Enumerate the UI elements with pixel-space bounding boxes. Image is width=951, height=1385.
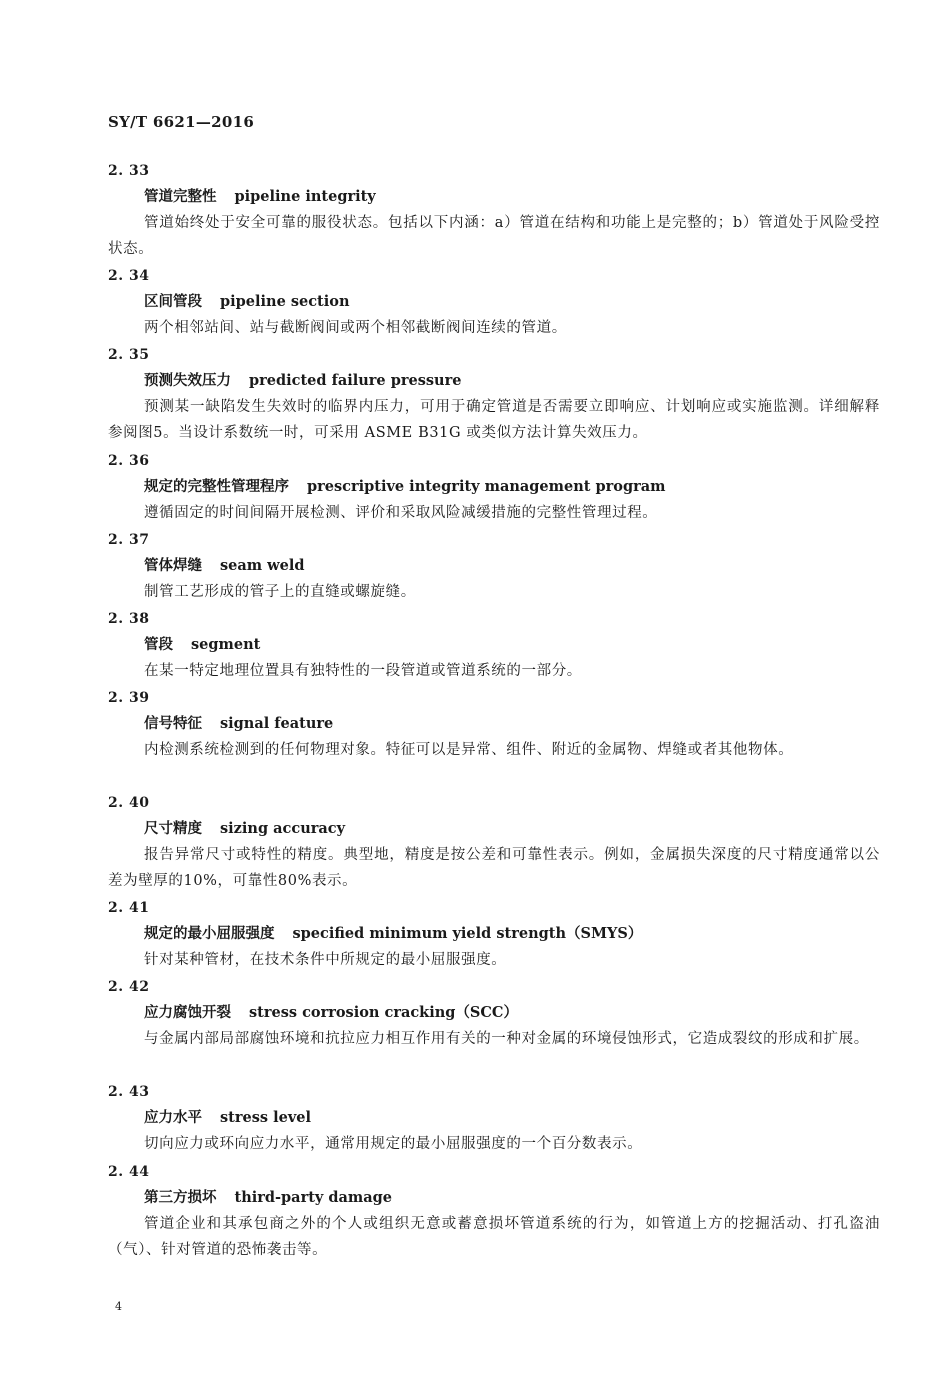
page-number: 4: [115, 1300, 122, 1313]
term-entry-2-34: [108, 263, 880, 341]
term-definition: 两个相邻站间、站与截断阀间或两个相邻截断阀间连续的管道。: [144, 320, 567, 336]
term-entry-2-33: [108, 158, 880, 262]
term-entry-2-38: [108, 606, 880, 684]
term-definition: 切向应力或环向应力水平，通常用规定的最小屈服强度的一个百分数表示。: [144, 1136, 643, 1152]
term-entry-2-44: [108, 1159, 880, 1263]
term-en: pipeline section: [220, 293, 350, 310]
term-en: predicted failure pressure: [249, 372, 462, 389]
standard-code-header: SY/T 6621—2016: [108, 113, 255, 131]
term-zh: 预测失效压力: [144, 372, 231, 389]
clause-number: 2. 40: [108, 795, 150, 811]
term-heading: [144, 289, 880, 315]
term-heading: [144, 1105, 880, 1131]
term-definition: 针对某种管材，在技术条件中所规定的最小屈服强度。: [144, 952, 507, 968]
term-en: third-party damage: [234, 1189, 393, 1206]
term-definition: 与金属内部局部腐蚀环境和抗拉应力相互作用有关的一种对金属的环境侵蚀形式，它造成裂纹的形成和扩展。: [144, 1031, 869, 1047]
term-definition: 内检测系统检测到的任何物理对象。特征可以是异常、组件、附近的金属物、焊缝或者其他物体。: [144, 742, 794, 758]
clause-number: 2. 43: [108, 1084, 150, 1100]
clause-number: 2. 36: [108, 453, 150, 469]
term-entry-2-43: [108, 1079, 880, 1157]
clause-number: 2. 42: [108, 979, 150, 995]
term-entry-2-42: [108, 974, 880, 1052]
term-en: seam weld: [220, 557, 305, 574]
term-zh: 区间管段: [144, 293, 202, 310]
term-heading: [144, 1185, 880, 1211]
term-zh: 信号特征: [144, 715, 202, 732]
term-entry-2-37: [108, 527, 880, 605]
term-zh: 管道完整性: [144, 188, 217, 205]
term-definition: 报告异常尺寸或特性的精度。典型地，精度是按公差和可靠性表示。例如，金属损失深度的尺寸精度通常以公差为壁厚的10%，可靠性80%表示。: [108, 847, 880, 889]
clause-number: 2. 38: [108, 611, 150, 627]
term-zh: 应力腐蚀开裂: [144, 1004, 231, 1021]
term-definition: 遵循固定的时间间隔开展检测、评价和采取风险减缓措施的完整性管理过程。: [144, 505, 658, 521]
term-definition: 预测某一缺陷发生失效时的临界内压力，可用于确定管道是否需要立即响应、计划响应或实施监测。详细解释参阅图5。当设计系数统一时，可采用 ASME B31G 或类似方法计算失效压力。: [108, 399, 880, 441]
term-heading: [144, 921, 880, 947]
clause-number: 2. 41: [108, 900, 150, 916]
term-entry-2-35: [108, 342, 880, 446]
term-zh: 应力水平: [144, 1109, 202, 1126]
term-en: sizing accuracy: [220, 820, 346, 837]
term-heading: [144, 632, 880, 658]
term-heading: [144, 1000, 880, 1026]
term-zh: 规定的最小屈服强度: [144, 925, 275, 942]
term-zh: 规定的完整性管理程序: [144, 478, 289, 495]
term-definition: 管道始终处于安全可靠的服役状态。包括以下内涵：a）管道在结构和功能上是完整的；b）管道处于风险受控状态。: [108, 215, 880, 257]
term-zh: 管段: [144, 636, 173, 653]
clause-number: 2. 35: [108, 347, 150, 363]
term-en: signal feature: [220, 715, 334, 732]
term-entry-2-36: [108, 448, 880, 526]
term-en: segment: [191, 636, 261, 653]
term-heading: [144, 184, 880, 210]
term-heading: [144, 368, 880, 394]
term-definition: 管道企业和其承包商之外的个人或组织无意或蓄意损坏管道系统的行为，如管道上方的挖掘活动、打孔盗油（气）、针对管道的恐怖袭击等。: [108, 1216, 880, 1258]
term-heading: [144, 816, 880, 842]
term-definition: 在某一特定地理位置具有独特性的一段管道或管道系统的一部分。: [144, 663, 582, 679]
term-heading: [144, 711, 880, 737]
term-definition: 制管工艺形成的管子上的直缝或螺旋缝。: [144, 584, 416, 600]
clause-number: 2. 33: [108, 163, 150, 179]
term-en: pipeline integrity: [234, 188, 376, 205]
term-zh: 第三方损坏: [144, 1189, 217, 1206]
term-zh: 尺寸精度: [144, 820, 202, 837]
term-en: prescriptive integrity management program: [307, 478, 666, 495]
clause-number: 2. 37: [108, 532, 150, 548]
clause-number: 2. 44: [108, 1164, 150, 1180]
term-entry-2-40: [108, 790, 880, 894]
term-zh: 管体焊缝: [144, 557, 202, 574]
term-entry-2-39: [108, 685, 880, 763]
clause-number: 2. 39: [108, 690, 150, 706]
term-en: specified minimum yield strength（SMYS）: [292, 925, 643, 942]
term-heading: [144, 474, 880, 500]
term-heading: [144, 553, 880, 579]
term-entry-2-41: [108, 895, 880, 973]
term-en: stress corrosion cracking（SCC）: [249, 1004, 518, 1021]
term-en: stress level: [220, 1109, 311, 1126]
clause-number: 2. 34: [108, 268, 150, 284]
